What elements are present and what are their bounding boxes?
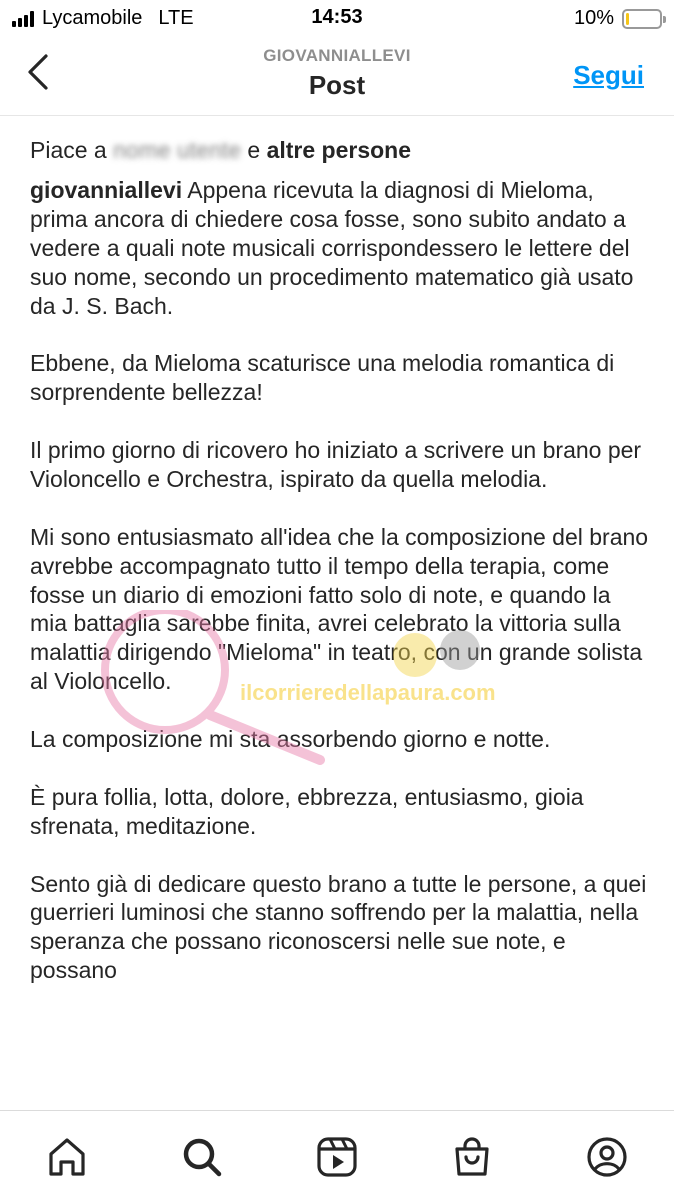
caption	[30, 176, 652, 321]
caption-paragraph: Sento già di dedicare questo brano a tutte le persone, a quei guerrieri luminosi che stanno soffrendo per la malattia, nella speranza che possano riconoscersi nelle sue note, e possano	[30, 870, 647, 984]
shop-icon	[450, 1135, 494, 1179]
likes-prefix: Piace a	[30, 137, 107, 163]
bottom-nav	[0, 1110, 674, 1200]
battery-level	[626, 13, 629, 25]
battery-icon	[622, 9, 662, 29]
caption-paragraph: Ebbene, da Mieloma scaturisce una melodia romantica di sorprendente bellezza!	[30, 350, 615, 406]
header-username[interactable]: GIOVANNIALLEVI	[263, 46, 411, 65]
likes-middle: e	[247, 137, 261, 163]
likes-suffix: altre persone	[266, 137, 412, 163]
nav-search[interactable]	[174, 1133, 230, 1181]
battery-percent: 10%	[573, 7, 614, 29]
caption-paragraph: Mi sono entusiasmato all'idea che la composizione del brano avrebbe accompagnato tutto il tempo della terapia, come fosse un diario di emozioni fatto solo di note, e quando la mia battaglia sarebbe finita, avrei celebrato la vittoria sulla malattia dirigendo "Mieloma" in teatro, con un grande solista al Violoncello.	[30, 523, 649, 695]
follow-button[interactable]: Segui	[573, 60, 644, 90]
caption-paragraph: È pura follia, lotta, dolore, ebbrezza, entusiasmo, gioia sfrenata, meditazione.	[30, 783, 584, 839]
clock: 14:53	[311, 6, 363, 28]
caption-text: Appena ricevuta la diagnosi di Mieloma, prima ancora di chiedere cosa fosse, sono subito andato a vedere a quali note musicali corrispondessero le lettere del suo nome, secondo un procedimento matematico già usato da J. S. Bach.	[30, 176, 634, 319]
watermark-text: ilcorrieredellapaura.com	[240, 680, 496, 705]
caption-paragraph: La composizione mi sta assorbendo giorno e notte.	[30, 726, 551, 753]
post-header	[0, 38, 674, 116]
profile-icon	[585, 1135, 629, 1179]
network-type: LTE	[158, 7, 194, 29]
search-icon	[180, 1135, 224, 1179]
nav-profile[interactable]	[579, 1133, 635, 1181]
post-content	[30, 130, 652, 1110]
caption-username[interactable]: giovanniallevi	[30, 176, 183, 203]
likes-blurred-user: nome utente	[113, 137, 241, 163]
status-bar	[0, 0, 674, 38]
status-right	[574, 7, 662, 30]
reels-icon	[315, 1135, 359, 1179]
nav-reels[interactable]	[309, 1133, 365, 1181]
carrier-name: Lycamobile	[42, 7, 143, 29]
nav-home[interactable]	[39, 1133, 95, 1181]
likes-line[interactable]	[30, 136, 652, 165]
home-icon	[45, 1135, 89, 1179]
nav-shop[interactable]	[444, 1133, 500, 1181]
caption-paragraph: Il primo giorno di ricovero ho iniziato a scrivere un brano per Violoncello e Orchestra, ispirato da quella melodia.	[30, 437, 642, 492]
page-title: Post	[308, 70, 366, 100]
